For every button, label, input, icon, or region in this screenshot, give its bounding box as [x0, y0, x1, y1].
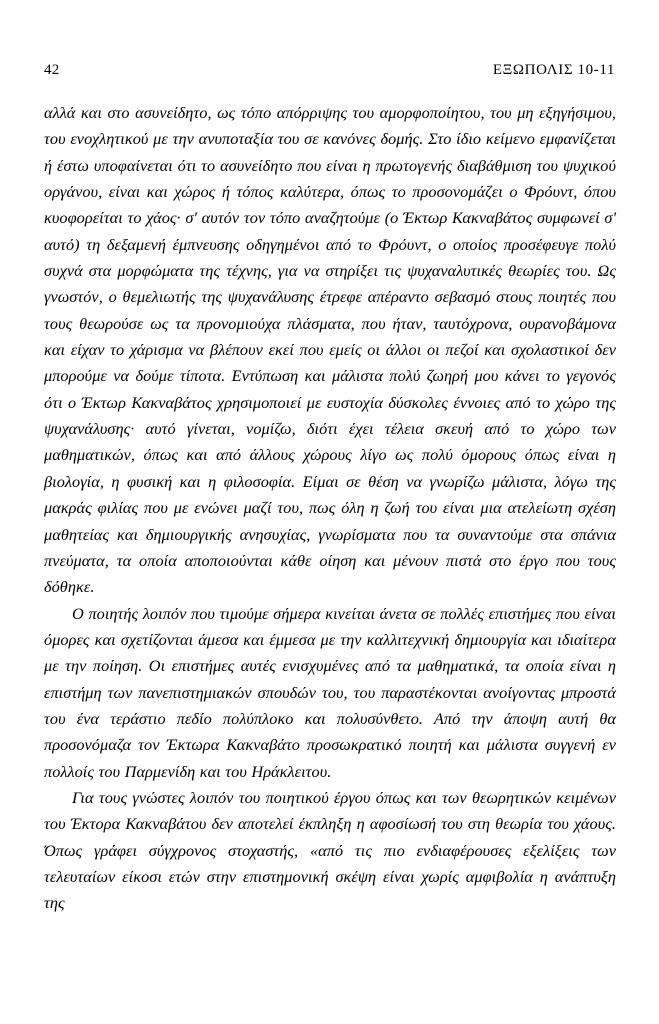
paragraph: Για τους γνώστες λοιπόν του ποιητικού έργου όπως και των θεωρητικών κειμένων του Έκτορα Κακναβάτου δεν αποτελεί έκπληξη η αφοσίωσή του στη θεωρία του χάους. Όπως γράφει σύγχρονος στοχαστής, «από τις πιο ενδιαφέρουσες εξελίξεις των τελευταίων είκοσι ετών στην επιστημονική σκέψη είναι χωρίς αμφιβολία η ανάπτυξη της: [44, 787, 616, 913]
running-head: [44, 62, 615, 82]
journal-title: ΕΞΩΠΟΛΙΣ 10-11: [492, 62, 615, 78]
paragraph: Ο ποιητής λοιπόν που τιμούμε σήμερα κινείται άνετα σε πολλές επιστήμες που είναι όμορες και σχετίζονται άμεσα και έμμεσα με την καλλιτεχνική δημιουργία και ιδιαίτερα με την ποίηση. Οι επιστήμες αυτές ενισχυμένες από τα μαθηματικά, τα οποία είναι η επιστήμη των πανεπιστημιακών σπουδών του, του παραστέκονται ανοίγοντας μπροστά του ένα τεράστιο πεδίο πολύπλοκο και πολυσύνθετο. Από την άποψη αυτή θα προσονόμαζα τον Έκτωρα Κακναβάτο προσωκρατικό ποιητή και μάλιστα συγγενή εν πολλοίς του Παρμενίδη και του Ηράκλειτου.: [44, 603, 616, 781]
paragraph: αλλά και στο ασυνείδητο, ως τόπο απόρριψης του αμορφοποίητου, του μη εξηγήσιμου, του ενοχλητικού με την ανυποταξία του σε κανόνες δομής. Στο ίδιο κείμενο εμφανίζεται ή έστω υποφαίνεται ότι το ασυνείδητο που είναι η πρωτογενής διαβάθμιση του ψυχικού οργάνου, είναι και χώρος ή τόπος καλύτερα, όπως το προσονομάζει ο Φρόυντ, όπου κυοφορείται το χάος· σ' αυτόν τον τόπο αναζητούμε (ο Έκτωρ Κακναβάτος συμφωνεί σ' αυτό) τη δεξαμενή έμπνευσης οδηγημένοι από το Φρόυντ, ο οποίος προσέφευγε πολύ συχνά στα μορφώματα της τέχνης, για να στηρίξει τις ψυχαναλυτικές θεωρίες του. Ως γνωστόν, ο θεμελιωτής της ψυχανάλυσης έτρεφε απέραντο σεβασμό στους ποιητές που τους θεωρούσε ως τα προνομιούχα πλάσματα, που ήταν, ταυτόχρονα, ουρανοβάμονα και είχαν το χάρισμα να βλέπουν εκεί που εμείς οι άλλοι οι πεζοί και σχολαστικοί δεν μπορούμε να δούμε τίποτα. Εντύπωση και μάλιστα πολύ ζωηρή μου κάνει το γεγονός ότι ο Έκτωρ Κακναβάτος χρησιμοποιεί με ευστοχία δύσκολες έννοιες από το χώρο της ψυχανάλυσης· αυτό γίνεται, νομίζω, διότι έχει τέλεια σκευή από το χώρο των μαθηματικών, όπως και από άλλους χώρους λίγο ως πολύ όμορους όπως είναι η βιολογία, η φυσική και η φιλοσοφία. Είμαι σε θέση να γνωρίζω μάλιστα, λόγω της μακράς φιλίας που με ενώνει μαζί του, πως όλη η ζωή του είναι μια ατελείωτη σχέση μαθητείας και δημιουργικής ανησυχίας, γνωρίσματα που τα συναντούμε στα σπάνια πνεύματα, τα οποία αποποιούνται κάθε οίηση και μένουν πιστά στο έργο που τους δόθηκε.: [44, 103, 616, 597]
body-text: [44, 100, 616, 917]
page-number: 42: [44, 62, 60, 78]
